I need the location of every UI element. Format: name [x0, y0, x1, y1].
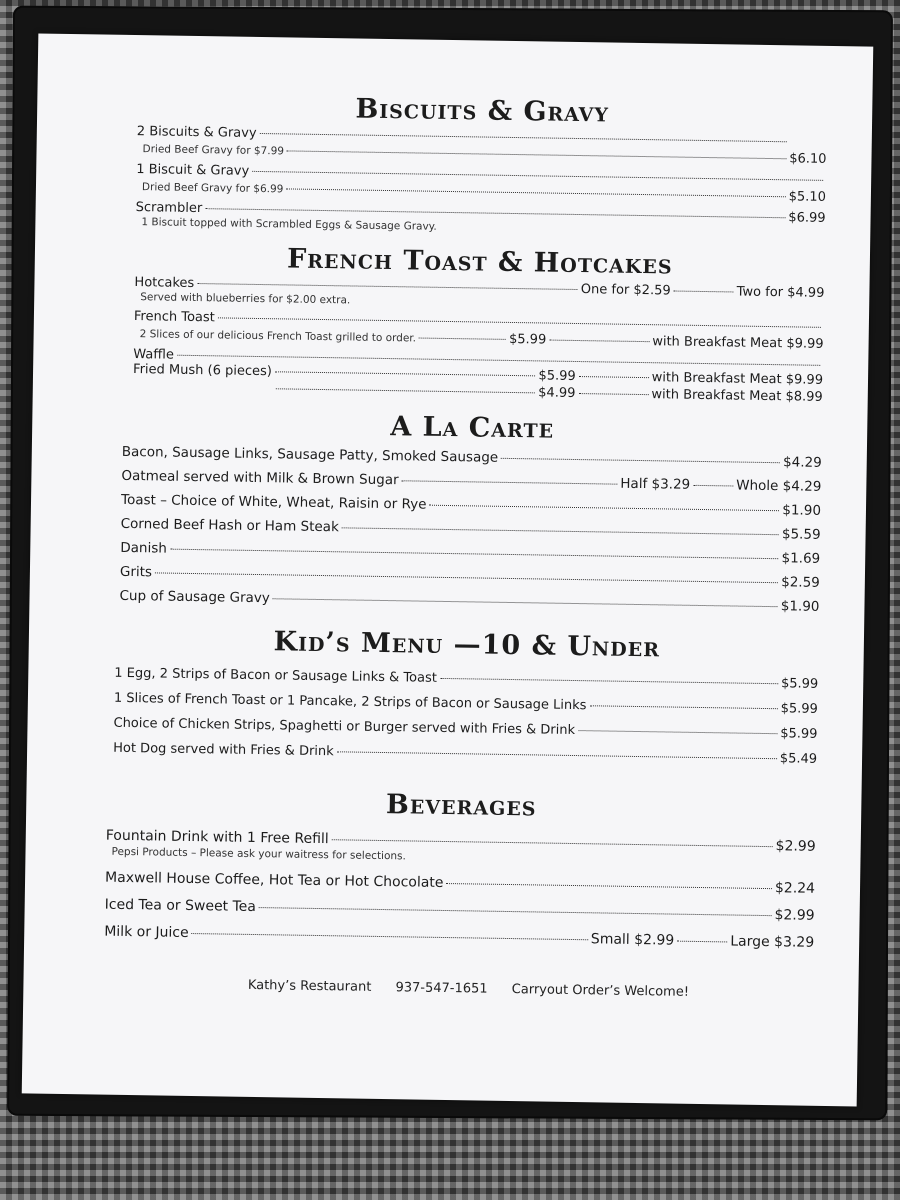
- item-price: Half $3.29: [620, 475, 691, 493]
- tagline: Carryout Order’s Welcome!: [511, 982, 690, 1000]
- section-kids-menu: [113, 624, 819, 772]
- dot-leader: [578, 393, 648, 395]
- item-price: $1.90: [782, 502, 822, 519]
- section-title: Beverages: [385, 789, 537, 823]
- dot-leader: [674, 291, 734, 293]
- dot-leader: [402, 480, 618, 484]
- item-name: Iced Tea or Sweet Tea: [104, 896, 257, 916]
- item-price: $5.59: [781, 526, 821, 543]
- dot-leader: [429, 505, 779, 511]
- item-name: 1 Biscuit & Gravy: [136, 162, 250, 179]
- menu-footer: [123, 976, 813, 1002]
- item-price: $5.99: [780, 701, 818, 717]
- dot-leader: [693, 485, 733, 487]
- item-price: $5.99: [780, 726, 818, 742]
- item-price: $2.99: [774, 907, 815, 924]
- dot-leader: [170, 549, 779, 560]
- dot-leader: [549, 340, 649, 343]
- section-title: A La Carte: [390, 411, 555, 445]
- dot-leader: [440, 678, 778, 684]
- dot-leader: [275, 371, 536, 376]
- item-name: Toast – Choice of White, Wheat, Raisin or Rye: [120, 491, 427, 513]
- item-name: 2 Biscuits & Gravy: [136, 124, 257, 141]
- dot-leader: [287, 150, 786, 159]
- dot-leader: [342, 527, 779, 535]
- section-biscuits-gravy: [135, 90, 827, 240]
- item-name: Maxwell House Coffee, Hot Tea or Hot Chocolate: [104, 869, 444, 891]
- dot-leader: [677, 941, 727, 943]
- item-price: $4.29: [782, 454, 822, 471]
- item-price-alt: with Breakfast Meat $8.99: [651, 387, 823, 405]
- item-note: Dried Beef Gravy for $7.99: [142, 143, 285, 158]
- item-name: Grits: [119, 563, 153, 581]
- item-price: $6.10: [789, 151, 827, 167]
- item-name: 1 Slices of French Toast or 1 Pancake, 2 Strips of Bacon or Sausage Links: [113, 690, 587, 714]
- menu-item: [136, 161, 826, 206]
- item-price: $5.49: [779, 751, 818, 767]
- dot-leader: [252, 171, 823, 181]
- menu-content: [104, 90, 827, 1002]
- item-price-alt: Large $3.29: [730, 933, 815, 951]
- item-name: Bacon, Sausage Links, Sausage Patty, Smoked Sausage: [121, 443, 499, 466]
- item-note: Served with blueberries for $2.00 extra.: [140, 291, 351, 307]
- item-name: Oatmeal served with Milk & Brown Sugar: [121, 467, 399, 489]
- dot-leader: [276, 388, 535, 393]
- dot-leader: [446, 883, 772, 889]
- item-price-alt: with Breakfast Meat $9.99: [652, 334, 824, 352]
- dot-leader: [205, 208, 785, 218]
- section-french-toast-hotcakes: [133, 241, 825, 406]
- item-note: 2 Slices of our delicious French Toast grilled to order.: [139, 328, 417, 345]
- item-name: Danish: [120, 539, 168, 557]
- dot-leader: [197, 283, 578, 290]
- item-name: Fountain Drink with 1 Free Refill: [105, 827, 329, 848]
- dot-leader: [155, 572, 778, 583]
- section-a-la-carte: [119, 407, 822, 619]
- dot-leader: [332, 839, 773, 847]
- phone-number: 937-547-1651: [395, 980, 488, 997]
- item-name: Waffle: [133, 347, 175, 363]
- item-price: Small $2.99: [590, 931, 675, 949]
- item-price: $2.59: [781, 574, 820, 591]
- menu-sheet: [22, 34, 874, 1107]
- dot-leader: [218, 317, 821, 327]
- dot-leader: [192, 933, 588, 940]
- menu-item: [135, 199, 825, 240]
- dot-leader: [419, 338, 506, 340]
- dot-leader: [260, 133, 787, 142]
- item-price: $5.10: [788, 189, 827, 205]
- dot-leader: [259, 907, 772, 916]
- dot-leader: [578, 730, 777, 734]
- item-price-alt: Whole $4.29: [736, 477, 822, 495]
- item-price: $5.99: [508, 331, 547, 348]
- item-name: Corned Beef Hash or Ham Steak: [120, 515, 339, 536]
- dot-leader: [590, 705, 778, 709]
- item-name: Fried Mush (6 pieces): [132, 362, 273, 380]
- section-title: Kid’s Menu —10 & Under: [273, 626, 661, 664]
- item-note: Dried Beef Gravy for $6.99: [141, 181, 284, 196]
- item-name: Scrambler: [135, 200, 203, 217]
- item-name: Choice of Chicken Strips, Spaghetti or Burger served with Fries & Drink: [113, 715, 576, 739]
- item-name: Cup of Sausage Gravy: [119, 587, 270, 607]
- item-note: Pepsi Products – Please ask your waitress for selections.: [111, 845, 407, 863]
- restaurant-name: Kathy’s Restaurant: [247, 977, 372, 995]
- dot-leader: [337, 751, 777, 759]
- section-title: French Toast & Hotcakes: [286, 243, 673, 281]
- item-price: $2.99: [775, 838, 816, 855]
- item-name: Hotcakes: [134, 275, 195, 291]
- dot-leader: [501, 458, 780, 463]
- item-price: $1.69: [781, 550, 821, 567]
- item-note: 1 Biscuit topped with Scrambled Eggs & Sausage Gravy.: [141, 216, 437, 233]
- item-price: $4.99: [538, 385, 576, 401]
- dot-leader: [286, 188, 785, 197]
- dot-leader: [273, 598, 778, 607]
- item-price: $1.90: [780, 598, 820, 615]
- section-title: Biscuits & Gravy: [355, 93, 610, 129]
- item-price: $5.99: [538, 368, 576, 384]
- item-price: $5.99: [780, 676, 819, 692]
- item-price-alt: with Breakfast Meat $9.99: [651, 370, 824, 388]
- item-name: Milk or Juice: [104, 923, 189, 941]
- dot-leader: [579, 376, 649, 378]
- menu-item: [105, 826, 815, 870]
- item-price: $2.24: [774, 880, 816, 897]
- section-beverages: [104, 785, 816, 957]
- item-name: Hot Dog served with Fries & Drink: [113, 740, 334, 760]
- item-price-alt: Two for $4.99: [736, 284, 825, 301]
- item-name: French Toast: [133, 309, 215, 326]
- menu-item: [134, 308, 824, 353]
- item-name: 1 Egg, 2 Strips of Bacon or Sausage Links & Toast: [114, 665, 438, 686]
- item-price: One for $2.59: [580, 282, 671, 299]
- item-price: $6.99: [788, 210, 826, 226]
